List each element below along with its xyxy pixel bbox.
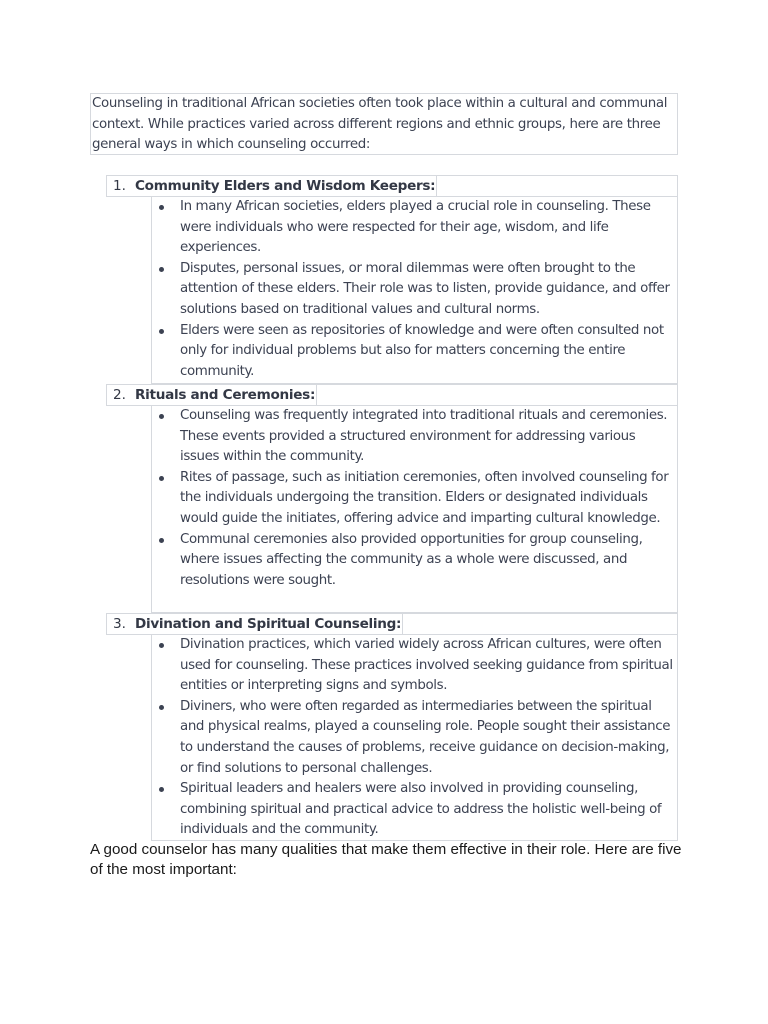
section-bullet-list xyxy=(151,406,678,613)
section-number: 3. xyxy=(113,616,126,632)
bullet-icon xyxy=(159,267,164,272)
section-title: Divination and Spiritual Counseling: xyxy=(135,616,402,632)
section-heading xyxy=(106,384,678,406)
list-item xyxy=(152,635,677,697)
section-number: 2. xyxy=(113,387,126,403)
list-item-text: Rites of passage, such as initiation ceremonies, often involved counseling for the individuals undergoing the transition. Elders or designated individuals would guide the initiates, offering advice and imparting cultural knowledge. xyxy=(180,469,669,526)
list-item-text: Divination practices, which varied widely across African cultures, were often used for counseling. These practices involved seeking guidance from spiritual entities or interpreting signs and symbols. xyxy=(180,637,673,694)
list-item-text: Communal ceremonies also provided opportunities for group counseling, where issues affecting the community as a whole were discussed, and resolutions were sought. xyxy=(180,531,643,588)
list-item-text: Spiritual leaders and healers were also involved in providing counseling, combining spiritual and practical advice to address the holistic well-being of individuals and the community. xyxy=(180,781,662,838)
list-item xyxy=(152,406,677,468)
bullet-icon xyxy=(159,205,164,210)
bullet-icon xyxy=(159,414,164,419)
bullet-icon xyxy=(159,329,164,334)
section-title: Rituals and Ceremonies: xyxy=(135,387,316,403)
bullet-icon xyxy=(159,643,164,648)
section-title: Community Elders and Wisdom Keepers: xyxy=(135,178,436,194)
list-item xyxy=(152,697,677,779)
section-heading xyxy=(106,613,678,635)
section-bullet-list xyxy=(151,197,678,384)
list-item-text: Disputes, personal issues, or moral dilemmas were often brought to the attention of these elders. Their role was to listen, provide guidance, and offer solutions based on traditional values and cultural norms. xyxy=(180,260,670,317)
list-item xyxy=(152,468,677,530)
list-item xyxy=(152,259,677,321)
section-heading xyxy=(106,175,678,197)
intro-paragraph: Counseling in traditional African societies often took place within a cultural and communal context. While practices varied across different regions and ethnic groups, here are three general ways in which counseling occurred: xyxy=(90,93,678,155)
bullet-icon xyxy=(159,787,164,792)
list-item xyxy=(152,779,677,841)
list-item-text: Diviners, who were often regarded as intermediaries between the spiritual and physical realms, played a counseling role. People sought their assistance to understand the causes of problems, receive guidance on decision-making, or find solutions to personal challenges. xyxy=(180,698,671,776)
list-item xyxy=(152,321,677,383)
list-item-text: Counseling was frequently integrated into traditional rituals and ceremonies. These events provided a structured environment for addressing various issues within the community. xyxy=(180,408,668,465)
list-item xyxy=(152,530,677,592)
list-item-text: Elders were seen as repositories of knowledge and were often consulted not only for individual problems but also for matters concerning the entire community. xyxy=(180,322,664,379)
closing-paragraph: A good counselor has many qualities that make them effective in their role. Here are five of the most important: xyxy=(90,841,682,878)
list-item xyxy=(152,197,677,259)
section-bullet-list xyxy=(151,635,678,841)
bullet-icon xyxy=(159,705,164,710)
section-number: 1. xyxy=(113,178,126,194)
list-item-text: In many African societies, elders played a crucial role in counseling. These were individuals who were respected for their age, wisdom, and life experiences. xyxy=(180,199,651,256)
bullet-icon xyxy=(159,476,164,481)
bullet-icon xyxy=(159,538,164,543)
